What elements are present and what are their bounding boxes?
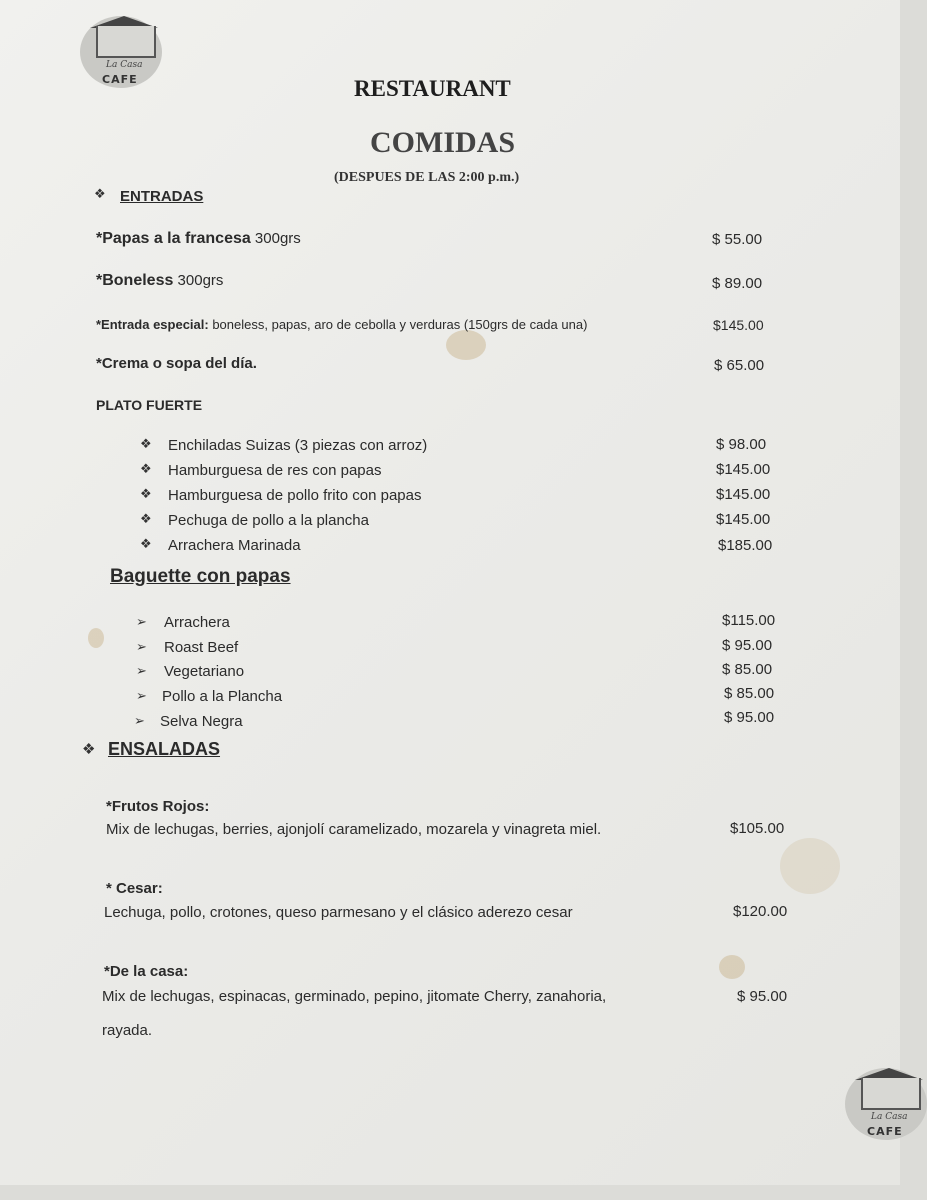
item-price: $ 55.00	[712, 231, 763, 248]
salad-description: Mix de lechugas, espinacas, germinado, pepino, jitomate Cherry, zanahoria,	[102, 988, 607, 1005]
cafe-logo-bottom: La Casa CAFE	[835, 1068, 927, 1140]
menu-item: Enchiladas Suizas (3 piezas con arroz)	[168, 437, 428, 454]
menu-item: Roast Beef	[164, 639, 239, 656]
menu-item: *Crema o sopa del día.	[96, 355, 257, 372]
diamond-bullet-icon: ❖	[140, 461, 152, 476]
arrow-bullet-icon: ➢	[136, 639, 147, 654]
section-heading-entradas: ENTRADAS	[120, 188, 204, 205]
item-price: $145.00	[713, 317, 764, 333]
diamond-bullet-icon: ❖	[82, 741, 96, 758]
item-price: $115.00	[722, 612, 776, 629]
item-price: $120.00	[733, 903, 788, 920]
menu-item: Arrachera Marinada	[168, 537, 301, 554]
menu-item: Hamburguesa de res con papas	[168, 462, 382, 479]
salad-description: Mix de lechugas, berries, ajonjolí caramelizado, mozarela y vinagreta miel.	[106, 821, 602, 838]
diamond-bullet-icon: ❖	[140, 536, 152, 551]
stain	[88, 628, 104, 648]
menu-item: Arrachera	[164, 614, 230, 631]
arrow-bullet-icon: ➢	[136, 663, 147, 678]
item-price: $ 98.00	[716, 436, 767, 453]
item-price: $ 95.00	[724, 709, 775, 726]
item-price: $145.00	[716, 486, 771, 503]
arrow-bullet-icon: ➢	[136, 688, 147, 703]
item-price: $ 85.00	[722, 661, 773, 678]
arrow-bullet-icon: ➢	[134, 713, 145, 728]
item-price: $ 65.00	[714, 357, 765, 374]
item-price: $145.00	[716, 511, 771, 528]
menu-item: Pollo a la Plancha	[162, 688, 283, 705]
salad-name: *Frutos Rojos:	[106, 798, 210, 815]
stain	[719, 955, 745, 979]
menu-item: *Entrada especial: boneless, papas, aro de cebolla y verduras (150grs de cada una)	[96, 317, 588, 332]
time-note: (DESPUES DE LAS 2:00 p.m.)	[334, 170, 520, 185]
item-price: $ 89.00	[712, 275, 763, 292]
cafe-logo: La Casa CAFE	[70, 16, 162, 88]
menu-item: Hamburguesa de pollo frito con papas	[168, 487, 422, 504]
menu-item: Vegetariano	[164, 663, 245, 680]
arrow-bullet-icon: ➢	[136, 614, 147, 629]
menu-item: Selva Negra	[160, 713, 243, 730]
salad-name: * Cesar:	[106, 880, 163, 897]
item-price: $105.00	[730, 820, 785, 837]
item-price: $ 85.00	[724, 685, 775, 702]
item-price: $ 95.00	[722, 637, 773, 654]
item-price: $145.00	[716, 461, 771, 478]
salad-description-continued: rayada.	[102, 1022, 153, 1039]
salad-name: *De la casa:	[104, 963, 189, 980]
diamond-bullet-icon: ❖	[140, 486, 152, 501]
section-heading-plato-fuerte: PLATO FUERTE	[96, 397, 203, 413]
diamond-bullet-icon: ❖	[140, 511, 152, 526]
diamond-bullet-icon: ❖	[94, 186, 106, 201]
salad-description: Lechuga, pollo, crotones, queso parmesano y el clásico aderezo cesar	[104, 904, 573, 921]
section-heading-baguette: Baguette con papas	[110, 566, 291, 587]
section-heading-ensaladas: ENSALADAS	[108, 739, 221, 759]
stain	[446, 330, 486, 360]
stain	[780, 838, 840, 894]
item-price: $185.00	[718, 537, 773, 554]
menu-item: *Papas a la francesa 300grs	[96, 230, 301, 247]
diamond-bullet-icon: ❖	[140, 436, 152, 451]
item-price: $ 95.00	[737, 988, 788, 1005]
menu-item: Pechuga de pollo a la plancha	[168, 512, 369, 529]
page-title: COMIDAS	[370, 126, 516, 159]
menu-item: *Boneless 300grs	[96, 272, 224, 289]
restaurant-title: RESTAURANT	[354, 76, 511, 101]
